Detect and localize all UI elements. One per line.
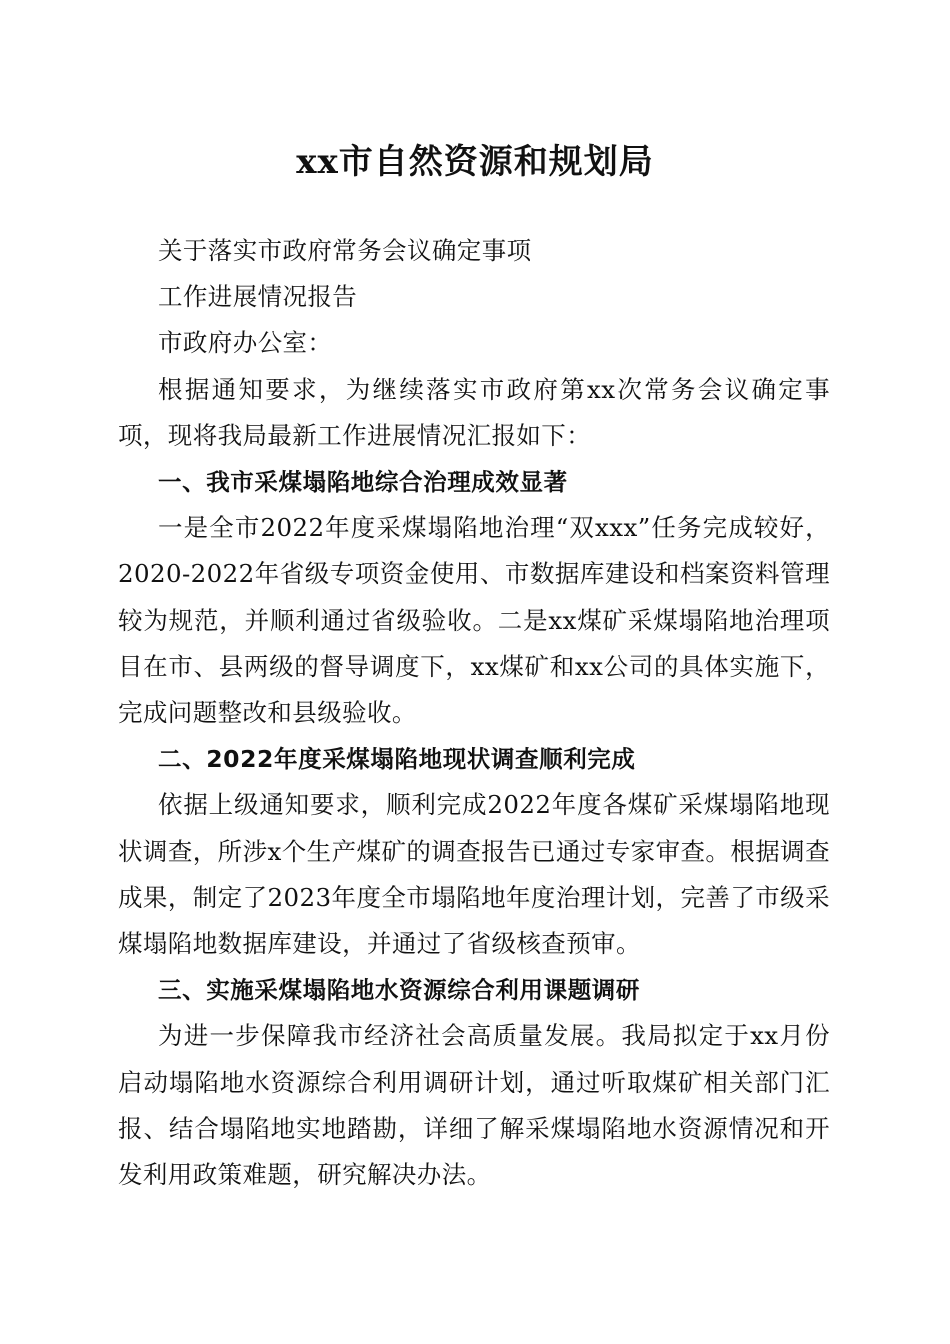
addressee: 市政府办公室：: [158, 328, 333, 358]
section-body-1: 一是全市2022年度采煤塌陷地治理“双xxx”任务完成较好，2020-2022年省级专项资金使用、市数据库建设和档案资料管理较为规范，并顺利通过省级验收。二是xx煤矿采煤塌陷地治理项目在市、县两级的督导调度下，xx煤矿和xx公司的具体实施下，完成问题整改和县级验收。: [118, 513, 830, 728]
document-body: [118, 228, 830, 1198]
document-title: xx市自然资源和规划局: [296, 142, 654, 182]
subject-line-1: 关于落实市政府常务会议确定事项: [158, 236, 532, 265]
section-heading-2: 二、2022年度采煤塌陷地现状调查顺利完成: [158, 745, 636, 774]
section-heading-1: 一、我市采煤塌陷地综合治理成效显著: [158, 468, 568, 497]
intro-paragraph: 根据通知要求，为继续落实市政府第xx次常务会议确定事项，现将我局最新工作进展情况汇报如下：: [118, 374, 830, 450]
section-body-3: 为进一步保障我市经济社会高质量发展。我局拟定于xx月份启动塌陷地水资源综合利用调研计划，通过听取煤矿相关部门汇报、结合塌陷地实地踏勘，详细了解采煤塌陷地水资源情况和开发利用政策难题，研究解决办法。: [118, 1021, 830, 1190]
section-heading-3: 三、实施采煤塌陷地水资源综合利用课题调研: [158, 976, 640, 1005]
section-body-2: 依据上级通知要求，顺利完成2022年度各煤矿采煤塌陷地现状调查，所涉x个生产煤矿的调查报告已通过专家审查。根据调查成果，制定了2023年度全市塌陷地年度治理计划，完善了市级采煤塌陷地数据库建设，并通过了省级核查预审。: [118, 790, 830, 959]
subject-line-2: 工作进展情况报告: [158, 282, 358, 312]
